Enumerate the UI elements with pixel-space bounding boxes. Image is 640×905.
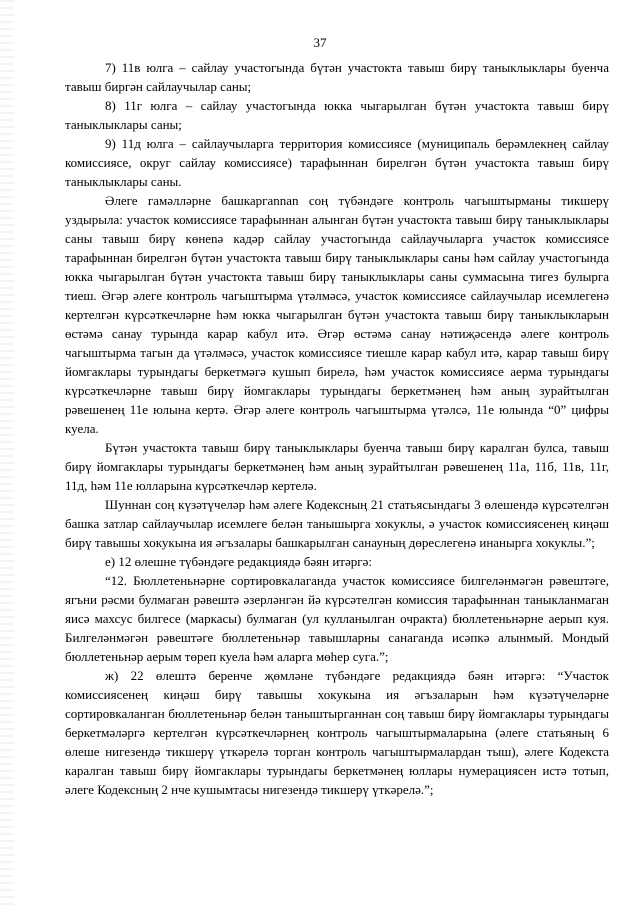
paragraph-control-check: Әлеге гамәлләрне башкаргannan соң түбәндәге контроль чагыштырманы тикшерү уздырыла: участок комиссиясе тарафыннан алынган бүтән участокта тавыш бирү таныклыклары саны тавыш бирү көнenә кадәр сайлау участогында сайлаучыларга участок комиссиясе тарафыннан бирелгән бүтән участокта тавыш бирү таныклыклары саны һәм сайлау участогында юкка чыгарылган бүтән участокта тавыш бирү таныклыклары саны суммасына тигез булырга тиеш. Әгәр әлеге контроль чагыштырма үтәлмәсә, участок комиссиясе сайлаучылар исемлегенә кертелгән күрсәткечләрне һәм юкка чыгарылган бүтән участокта тавыш бирү таныклыкларын өстәмә санау турында карар кабул итә. Әгәр өстәмә санау нәтиҗәсендә әлеге контроль чагыштырма тагын да үтәлмәсә, участок комиссиясе тиешле карар кабул итә, карар тавыш бирү йомгаклары турындагы беркетмәгә кушып бирелә, һәм участок комиссиясе аерма турындагы күрсәткечләрне тавыш бирү йомгаклары турындагы беркетмәнең һәм аның зурайтылган рәвешенең 11е юлына кертә. Әгәр әлеге контроль чагыштырма үтәлсә, 11е юлында “0” цифры куела.: [65, 193, 609, 436]
paragraph-observers: Шуннан соң күзәтүчеләр һәм әлеге Кодексның 21 статьясындагы 3 өлешендә күрсәтелгән башка затлар сайлаучылар исемлеге белән танышырга хокуклы, ә участок комиссиясенең киңәш бирү тавышы хокукына ия әгъзалары башкарылган санауның дөреслегенә инанырга хокуклы.”;: [65, 497, 609, 550]
paragraph-amendment-zh: ж) 22 өлештә беренче җөмләне түбәндәге редакциядә бәян итәргә: “Участок комиссиясенең киңәш бирү тавышы хокукына ия әгъзаларын һәм күзәтүчеләрне сортировкаланган бюллетеньнәр белән таныштырганнан соң тавыш бирү йомгаклары турындагы беркетмәләргә кертелгән күрсәткечләрнең контроль чагыштырмаларына (әлеге статьяның 6 өлеше нигезендә тикшерү үткәрелә торган контроль чагыштырмалардан тыш), әлеге Кодекста каралган тавыш бирү йомгаклары турындагы беркетмәнең юллары нумерациясен истә тотып, әлеге Кодексның 2 нче кушымтасы нигезендә тикшерү үткәрелә.”;: [65, 668, 609, 797]
paragraph-section-12: “12. Бюллетеньнәрне сортировкалаганда участок комиссиясе билгеләнмәгән рәвештәге, ягъни рәсми булмаган рәвештә әзерләнгән йә күрсәтелгән комиссия тарафыннан таныкланмаган яисә махсус билгесе (маркасы) булмаган (ул кулланылган очракта) бюллетеньнәрне аерып куя. Билгеләнмәгән рәвештәге бюллетеньнәр тавышларны санаганда исәпкә алынмый. Мондый бюллетеньнәр аерым төреп куела һәм аларга мөһер суга.”;: [65, 573, 609, 664]
paragraph-amendment-e: е) 12 өлешне түбәндәге редакциядә бәян итәргә:: [105, 554, 372, 569]
scan-left-edge: [0, 0, 14, 905]
page-number: 37: [313, 35, 327, 50]
document-body: [65, 58, 609, 799]
paragraph-other-precinct: Бүтән участокта тавыш бирү таныклыклары буенча тавыш бирү каралган булса, тавыш бирү йомгаклары турындагы беркетмәнең һәм аның зурайтылган рәвешенең 11а, 11б, 11в, 11г, 11д, һәм 11е юлларына күрсәткечләр кертелә.: [65, 440, 609, 493]
paragraph-item-8: 8) 11г юлга – сайлау участогында юкка чыгарылган бүтән участокта тавыш бирү таныклыклары саны;: [65, 98, 609, 132]
paragraph-item-7: 7) 11в юлга – сайлау участогында бүтән участокта тавыш бирү таныклыклары буенча тавыш биргән сайлаучылар саны;: [65, 60, 609, 94]
paragraph-item-9: 9) 11д юлга – сайлаучыларга территория комиссиясе (муниципаль берәмлекнең сайлау комиссиясе, округ сайлау комиссиясе) тарафыннан бирелгән бүтән участокта тавыш бирү таныклыклары саны.: [65, 136, 609, 189]
